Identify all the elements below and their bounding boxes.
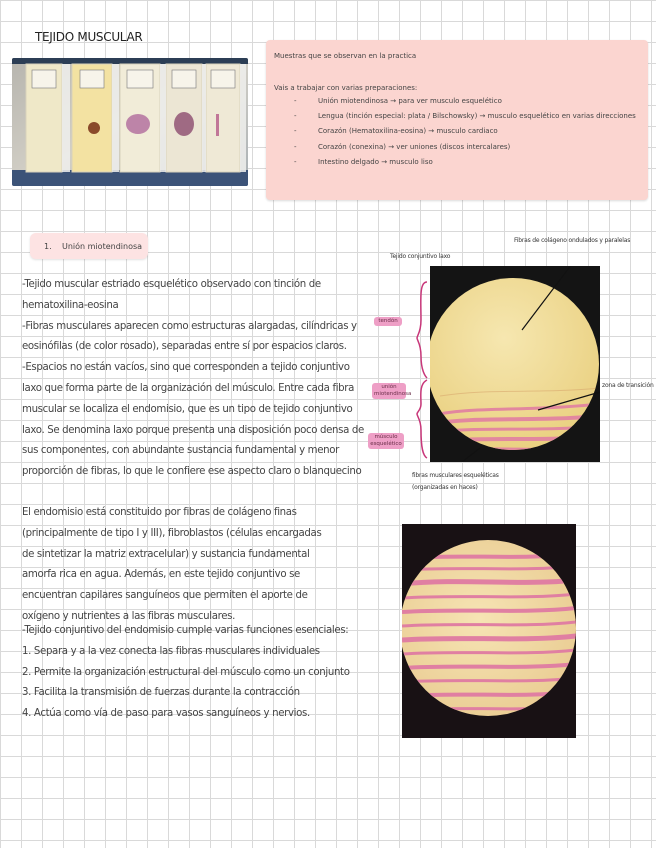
section-label: Unión miotendinosa (62, 242, 143, 251)
micrograph-muscle-fibers (402, 524, 576, 738)
text-line: muscular se localiza el endomisio, que es un tipo de tejido conjuntivo (22, 403, 353, 415)
text-line: eosinófilas (de color rosado), separadas entre sí por espacios claros. (22, 341, 347, 353)
micrograph-annotated (430, 266, 600, 462)
list-item: - Corazón (conexina) → ver uniones (discos intercalares) (294, 142, 511, 151)
text-line: 3. Facilita la transmisión de fuerzas durante la contracción (22, 687, 300, 699)
tag-union-miotendinosa: unión miotendinosa (374, 384, 412, 397)
text-line: -Espacios no están vacíos, sino que corresponden a tejido conjuntivo (22, 362, 350, 374)
note-lead: Vais a trabajar con varias preparaciones: (274, 84, 418, 92)
slides-photo (12, 58, 248, 186)
text-line: (principalmente de tipo I y III), fibroblastos (células encargadas (22, 527, 322, 539)
note-intro: Muestras que se observan en la practica (274, 52, 417, 60)
label-fibras-colageno: Fibras de colágeno ondulados y paralelas (514, 237, 631, 244)
text-line: 4. Actúa como vía de paso para vasos sanguíneos y nervios. (22, 708, 310, 720)
samples-list (294, 97, 636, 173)
text-line: 2. Permite la organización estructural del músculo como un conjunto (22, 666, 350, 678)
label-fibras-haces: (organizadas en haces) (412, 484, 478, 491)
tag-tendon: tendón (374, 317, 402, 326)
practice-samples-note (266, 40, 648, 200)
paragraph-functions (22, 621, 350, 725)
text-line: sus componentes, con abundante sustancia fundamental y menor (22, 445, 339, 457)
text-line: proporción de fibras, lo que le confiere ese aspecto claro o blanquecino (22, 466, 362, 478)
text-line: hematoxilina-eosina (22, 299, 119, 311)
list-item: - Corazón (Hematoxilina-eosina) → musculo cardiaco (294, 127, 498, 136)
label-tejido-conjuntivo: Tejido conjuntivo laxo (390, 253, 451, 260)
text-line: 1. Separa y a la vez conecta las fibras musculares individuales (22, 645, 320, 657)
text-line: -Tejido muscular estriado esquelético observado con tinción de (22, 279, 321, 290)
section-number: 1. (44, 242, 52, 251)
text-line: El endomisio está constituido por fibras de colágeno finas (22, 507, 297, 518)
section-heading (30, 233, 148, 259)
text-line: -Tejido conjuntivo del endomisio cumple varias funciones esenciales: (22, 625, 349, 636)
text-line: laxo. Se denomina laxo porque presenta una disposición poco densa de (22, 424, 364, 436)
paragraph-observations (22, 275, 364, 483)
text-line: laxo que forma parte de la organización del músculo. Entre cada fibra (22, 382, 355, 394)
text-line: oxígeno y nutrientes a las fibras musculares. (22, 610, 235, 622)
text-line: encuentran capilares sanguíneos que permiten el aporte de (22, 590, 308, 602)
tag-musculo-esqueletico: músculo esquelético (368, 433, 404, 449)
label-fibras-musculares: fibras musculares esqueléticas (412, 472, 499, 479)
list-item: - Lengua (tinción especial: plata / Bilschowsky) → musculo esquelético en varias direcciones (294, 112, 636, 121)
page-title: TEJIDO MUSCULAR (35, 30, 143, 44)
paragraph-endomisio (22, 503, 321, 628)
list-item: - Intestino delgado → musculo liso (294, 157, 433, 166)
text-line: amorfa rica en agua. Además, en este tejido conjuntivo se (22, 569, 300, 581)
region-brace (415, 280, 431, 460)
text-line: de sintetizar la matriz extracelular) y sustancia fundamental (22, 548, 310, 560)
list-item: - Unión miotendinosa → para ver musculo esquelético (294, 97, 502, 105)
text-line: -Fibras musculares aparecen como estructuras alargadas, cilíndricas y (22, 320, 357, 332)
label-zona-transicion: zona de transición (602, 382, 654, 389)
